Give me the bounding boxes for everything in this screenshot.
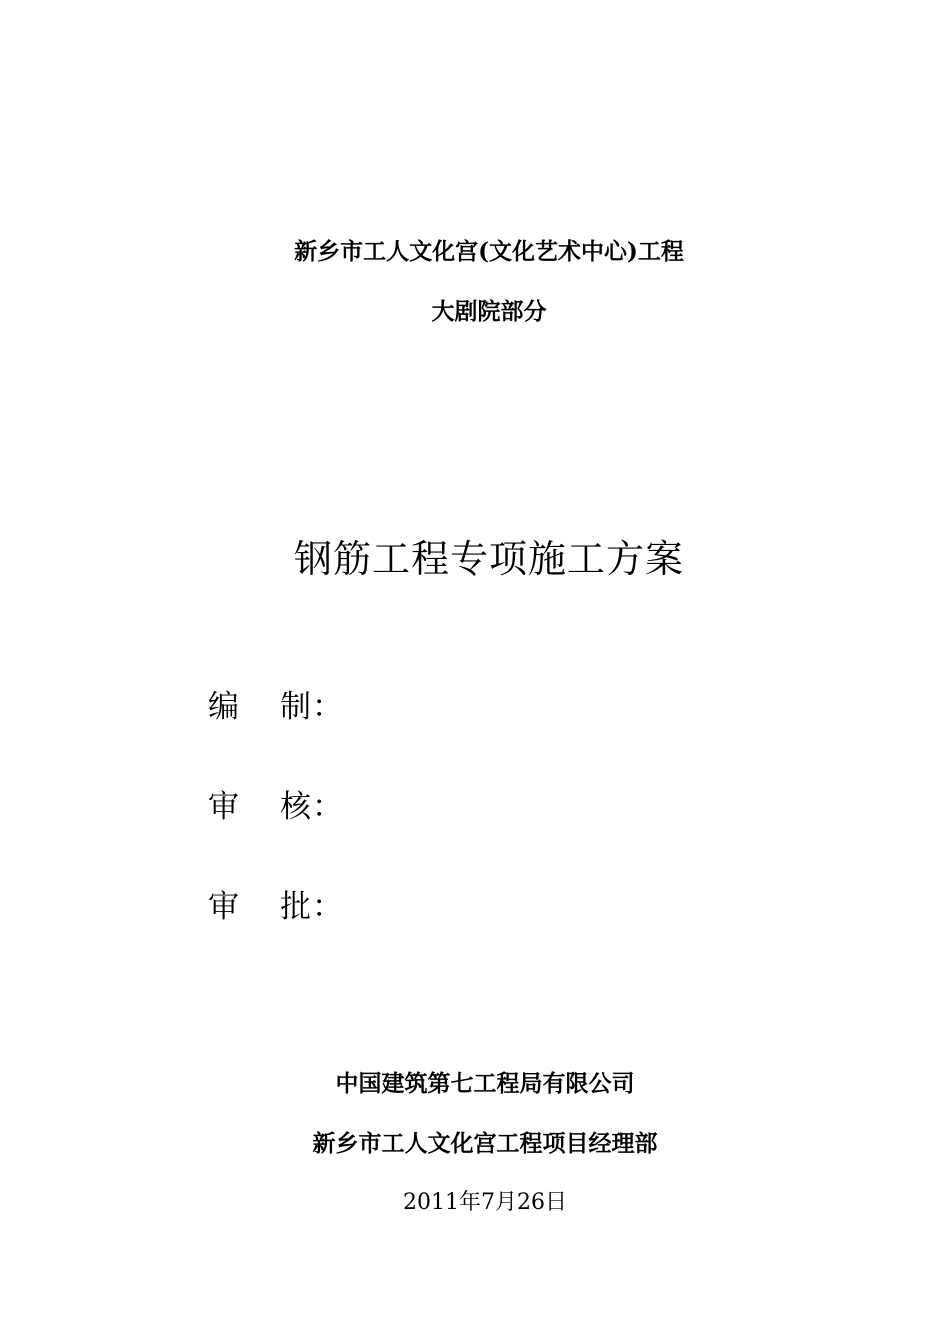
company-name: 中国建筑第七工程局有限公司 <box>335 1070 635 1097</box>
department-name: 新乡市工人文化宫工程项目经理部 <box>312 1130 658 1157</box>
document-title: 钢筋工程专项施工方案 <box>293 537 684 581</box>
project-subtitle: 大剧院部分 <box>431 298 547 325</box>
signature-label-char: 制 <box>280 689 311 725</box>
project-title: 新乡市工人文化宫(文化艺术中心)工程 <box>294 238 684 265</box>
signature-label-char: 审 <box>208 889 239 925</box>
signature-label-char: 核 <box>280 789 311 825</box>
signature-colon: ： <box>312 689 343 725</box>
signature-colon: ： <box>312 889 343 925</box>
signature-label-char: 审 <box>208 789 239 825</box>
signature-colon: ： <box>312 789 343 825</box>
signature-label-char: 批 <box>280 889 311 925</box>
document-date: 2011年7月26日 <box>403 1190 567 1215</box>
signature-label-char: 编 <box>208 689 239 725</box>
